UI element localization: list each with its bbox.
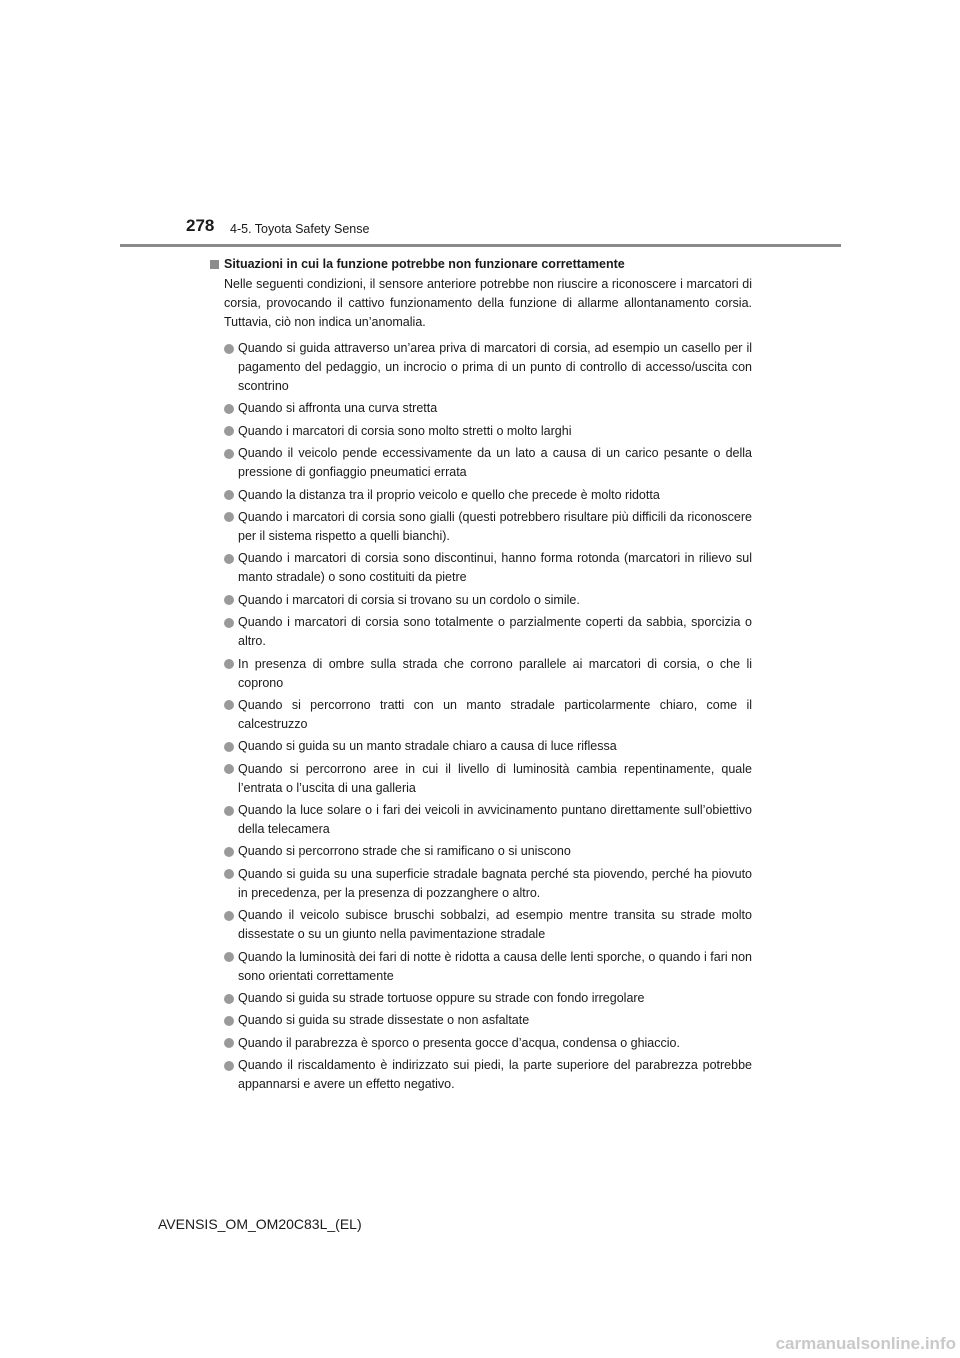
list-item — [210, 549, 752, 587]
list-item-text: Quando il parabrezza è sporco o presenta gocce d’acqua, condensa o ghiaccio. — [238, 1035, 680, 1050]
list-item — [210, 737, 752, 756]
circle-bullet-icon — [224, 512, 234, 522]
list-item — [210, 655, 752, 693]
circle-bullet-icon — [224, 659, 234, 669]
list-item — [210, 339, 752, 396]
circle-bullet-icon — [224, 806, 234, 816]
list-item-text: Quando i marcatori di corsia sono molto stretti o molto larghi — [238, 423, 572, 438]
list-item-text: Quando si affronta una curva stretta — [238, 401, 438, 416]
list-item — [210, 696, 752, 734]
list-item-text: Quando si guida su una superficie stradale bagnata perché sta piovendo, perché ha piovuto in precedenza, per la presenza di pozzanghere o altro. — [238, 866, 752, 900]
circle-bullet-icon — [224, 404, 234, 414]
list-item-text: Quando si guida attraverso un’area priva di marcatori di corsia, ad esempio un casello per il pagamento del pedaggio, un incrocio o prima di un punto di controllo di accesso/uscita con scontrino — [238, 341, 752, 393]
list-item — [210, 801, 752, 839]
list-item — [210, 948, 752, 986]
list-item-text: Quando la distanza tra il proprio veicolo e quello che precede è molto ridotta — [238, 487, 660, 502]
list-item — [210, 613, 752, 651]
circle-bullet-icon — [224, 847, 234, 857]
circle-bullet-icon — [224, 554, 234, 564]
list-item-text: Quando la luce solare o i fari dei veicoli in avvicinamento puntano direttamente sull’obiettivo della telecamera — [238, 803, 752, 837]
list-item — [210, 1034, 752, 1053]
list-item-text: Quando si percorrono aree in cui il livello di luminosità cambia repentinamente, quale l’entrata o l’uscita di una galleria — [238, 761, 752, 795]
square-bullet-icon — [210, 260, 219, 269]
circle-bullet-icon — [224, 1016, 234, 1026]
list-item-text: Quando si guida su strade tortuose oppure su strade con fondo irregolare — [238, 991, 645, 1006]
list-item-text: Quando si guida su strade dissestate o non asfaltate — [238, 1013, 530, 1028]
circle-bullet-icon — [224, 490, 234, 500]
circle-bullet-icon — [224, 994, 234, 1004]
main-content — [210, 255, 752, 1098]
list-item-text: Quando i marcatori di corsia sono discontinui, hanno forma rotonda (marcatori in rilievo sul manto stradale) o sono costituiti da pietre — [238, 551, 752, 585]
list-item — [210, 486, 752, 505]
section-heading-text: Situazioni in cui la funzione potrebbe non funzionare correttamente — [224, 257, 625, 271]
list-item-text: Quando la luminosità dei fari di notte è ridotta a causa delle lenti sporche, o quando i fari non sono orientati correttamente — [238, 949, 752, 983]
circle-bullet-icon — [224, 618, 234, 628]
section-heading — [210, 255, 752, 274]
list-item-text: Quando si guida su un manto stradale chiaro a causa di luce riflessa — [238, 739, 617, 754]
circle-bullet-icon — [224, 700, 234, 710]
circle-bullet-icon — [224, 952, 234, 962]
list-item — [210, 1056, 752, 1094]
circle-bullet-icon — [224, 1038, 234, 1048]
circle-bullet-icon — [224, 344, 234, 354]
list-item — [210, 444, 752, 482]
list-item-text: Quando si percorrono strade che si ramificano o si uniscono — [238, 844, 571, 859]
list-item-text: Quando il veicolo pende eccessivamente da un lato a causa di un carico pesante o della pressione di gonfiaggio pneumatici errata — [238, 446, 752, 480]
circle-bullet-icon — [224, 911, 234, 921]
header-divider — [120, 244, 841, 247]
list-item — [210, 399, 752, 418]
list-item-text: Quando i marcatori di corsia sono gialli (questi potrebbero risultare più difficili da riconoscere per il sistema rispetto a quelli bianchi). — [238, 509, 752, 543]
circle-bullet-icon — [224, 449, 234, 459]
page-number: 278 — [186, 216, 215, 235]
list-item — [210, 842, 752, 861]
section-title: 4-5. Toyota Safety Sense — [230, 222, 370, 236]
list-item-text: Quando il veicolo subisce bruschi sobbalzi, ad esempio mentre transita su strade molto dissestate o su un giunto nella pavimentazione stradale — [238, 908, 752, 942]
list-item — [210, 989, 752, 1008]
list-item — [210, 508, 752, 546]
list-item — [210, 760, 752, 798]
list-item-text: In presenza di ombre sulla strada che corrono parallele ai marcatori di corsia, o che li coprono — [238, 656, 752, 690]
circle-bullet-icon — [224, 742, 234, 752]
watermark-logo: carmanualsonline.info — [775, 1334, 956, 1353]
intro-paragraph: Nelle seguenti condizioni, il sensore anteriore potrebbe non riuscire a riconoscere i marcatori di corsia, provocando il cattivo funzionamento della funzione di allarme allontanamento corsia. Tuttavia, ciò non indica un’anomalia. — [224, 277, 752, 329]
list-item-text: Quando i marcatori di corsia si trovano su un cordolo o simile. — [238, 592, 580, 607]
condition-list — [210, 339, 752, 1094]
list-item — [210, 422, 752, 441]
list-item-text: Quando i marcatori di corsia sono totalmente o parzialmente coperti da sabbia, sporcizia o altro. — [238, 615, 752, 649]
list-item — [210, 906, 752, 944]
list-item-text: Quando il riscaldamento è indirizzato sui piedi, la parte superiore del parabrezza potrebbe appannarsi e avere un effetto negativo. — [238, 1058, 752, 1092]
document-code: AVENSIS_OM_OM20C83L_(EL) — [158, 1216, 362, 1232]
list-item — [210, 1011, 752, 1030]
circle-bullet-icon — [224, 1061, 234, 1071]
list-item — [210, 865, 752, 903]
list-item — [210, 591, 752, 610]
list-item-text: Quando si percorrono tratti con un manto stradale particolarmente chiaro, come il calcestruzzo — [238, 697, 752, 731]
circle-bullet-icon — [224, 764, 234, 774]
circle-bullet-icon — [224, 426, 234, 436]
circle-bullet-icon — [224, 869, 234, 879]
circle-bullet-icon — [224, 595, 234, 605]
